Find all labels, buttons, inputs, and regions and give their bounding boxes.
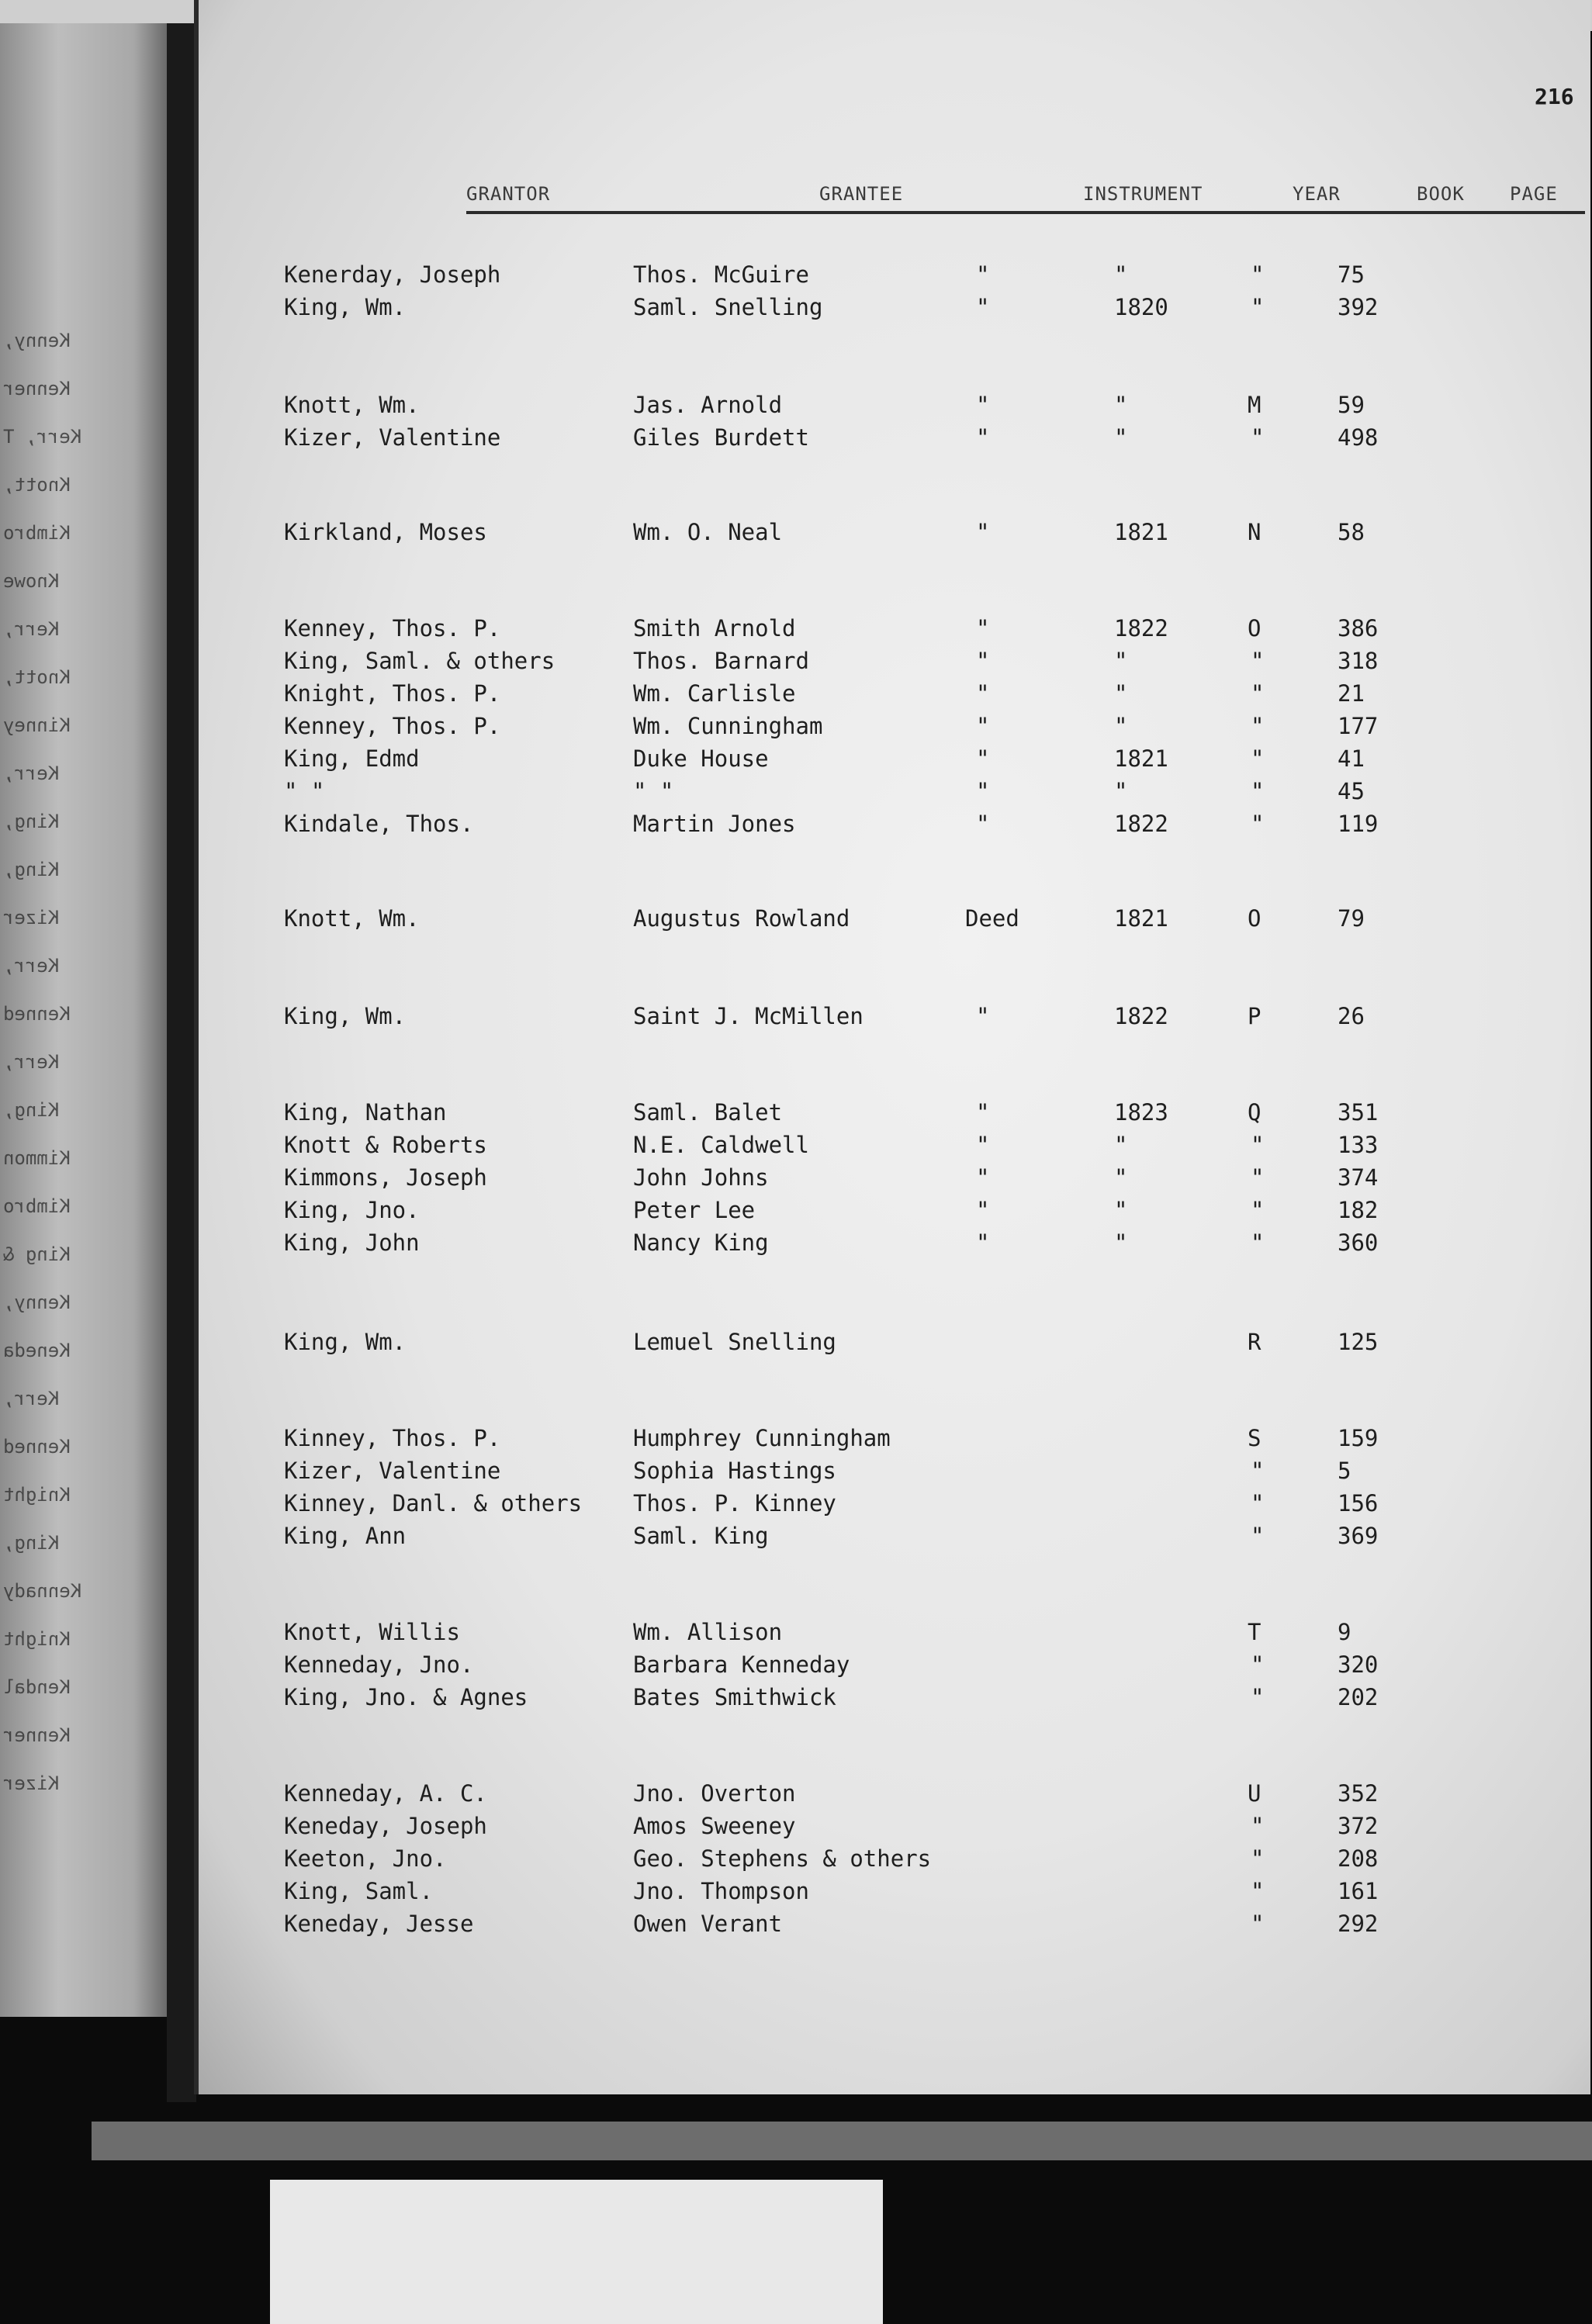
row-20-page: 125 <box>1338 1329 1379 1355</box>
row-26-grantor: Kenneday, Jno. <box>284 1651 474 1678</box>
row-31-page: 161 <box>1338 1878 1379 1904</box>
row-28-grantor: Kenneday, A. C. <box>284 1780 487 1807</box>
row-7-instrument: " <box>976 648 990 674</box>
row-32-page: 292 <box>1338 1911 1379 1937</box>
row-28-page: 352 <box>1338 1780 1379 1807</box>
row-15-year: 1823 <box>1114 1099 1168 1126</box>
row-14-grantor: King, Wm. <box>284 1003 407 1029</box>
row-3-grantee: Jas. Arnold <box>633 392 783 418</box>
adjacent-page-fragment: Kenny, <box>3 1292 71 1313</box>
row-9-page: 177 <box>1338 713 1379 739</box>
row-1-instrument: " <box>976 261 990 288</box>
row-1-page: 75 <box>1338 261 1365 288</box>
row-11-grantee: " " <box>633 778 674 804</box>
row-27-grantee: Bates Smithwick <box>633 1684 836 1710</box>
row-15-grantee: Saml. Balet <box>633 1099 783 1126</box>
row-14-grantee: Saint J. McMillen <box>633 1003 863 1029</box>
row-3-book: M <box>1248 392 1261 418</box>
header-grantor: GRANTOR <box>466 183 551 205</box>
adjacent-page-fragment: Kimbro <box>3 522 71 544</box>
row-19-book: " <box>1251 1229 1265 1256</box>
row-18-instrument: " <box>976 1197 990 1223</box>
adjacent-page-fragment: Kerr, <box>3 955 60 977</box>
adjacent-page-bleed <box>0 23 167 2017</box>
row-23-book: " <box>1251 1490 1265 1516</box>
row-13-year: 1821 <box>1114 905 1168 932</box>
row-3-page: 59 <box>1338 392 1365 418</box>
row-13-instrument: Deed <box>965 905 1019 932</box>
row-10-instrument: " <box>976 745 990 772</box>
adjacent-page-fragment: Knott, <box>3 666 71 688</box>
row-11-year: " <box>1114 778 1128 804</box>
row-26-book: " <box>1251 1651 1265 1678</box>
adjacent-page-fragment: King, <box>3 811 60 832</box>
row-6-grantee: Smith Arnold <box>633 615 796 642</box>
row-3-grantor: Knott, Wm. <box>284 392 420 418</box>
adjacent-page-fragment: Kerr, <box>3 1388 60 1409</box>
row-2-year: 1820 <box>1114 294 1168 320</box>
row-19-year: " <box>1114 1229 1128 1256</box>
row-12-year: 1822 <box>1114 811 1168 837</box>
adjacent-page-fragment: Keneda <box>3 1340 71 1361</box>
row-5-page: 58 <box>1338 519 1365 545</box>
row-24-grantee: Saml. King <box>633 1523 769 1549</box>
row-6-page: 386 <box>1338 615 1379 642</box>
row-12-instrument: " <box>976 811 990 837</box>
row-2-book: " <box>1251 294 1265 320</box>
row-5-year: 1821 <box>1114 519 1168 545</box>
header-grantee: GRANTEE <box>819 183 904 205</box>
row-28-grantee: Jno. Overton <box>633 1780 796 1807</box>
adjacent-page-fragment: Kerr, <box>3 1051 60 1073</box>
row-21-grantee: Humphrey Cunningham <box>633 1425 891 1451</box>
row-25-grantee: Wm. Allison <box>633 1619 783 1645</box>
row-28-book: U <box>1248 1780 1261 1807</box>
header-year: YEAR <box>1293 183 1341 205</box>
row-26-grantee: Barbara Kenneday <box>633 1651 850 1678</box>
adjacent-page-fragment: Knott, <box>3 474 71 496</box>
row-4-grantor: Kizer, Valentine <box>284 424 501 451</box>
adjacent-page-fragment: Kimmon <box>3 1147 71 1169</box>
row-12-page: 119 <box>1338 811 1379 837</box>
row-20-grantor: King, Wm. <box>284 1329 407 1355</box>
row-9-grantee: Wm. Cunningham <box>633 713 823 739</box>
adjacent-page-fragment: Kenny, <box>3 330 71 351</box>
row-8-instrument: " <box>976 680 990 707</box>
row-2-page: 392 <box>1338 294 1379 320</box>
row-21-book: S <box>1248 1425 1261 1451</box>
header-instrument: INSTRUMENT <box>1083 183 1203 205</box>
row-13-book: O <box>1248 905 1261 932</box>
row-12-book: " <box>1251 811 1265 837</box>
row-17-page: 374 <box>1338 1164 1379 1191</box>
row-16-book: " <box>1251 1132 1265 1158</box>
row-12-grantee: Martin Jones <box>633 811 796 837</box>
row-9-book: " <box>1251 713 1265 739</box>
row-31-grantor: King, Saml. <box>284 1878 434 1904</box>
adjacent-page-fragment: Kizer <box>3 907 60 929</box>
adjacent-page-fragment: Kizer <box>3 1772 60 1794</box>
row-8-year: " <box>1114 680 1128 707</box>
row-19-grantee: Nancy King <box>633 1229 769 1256</box>
row-15-instrument: " <box>976 1099 990 1126</box>
row-16-instrument: " <box>976 1132 990 1158</box>
row-15-grantor: King, Nathan <box>284 1099 447 1126</box>
row-17-book: " <box>1251 1164 1265 1191</box>
row-5-instrument: " <box>976 519 990 545</box>
row-25-grantor: Knott, Willis <box>284 1619 460 1645</box>
row-21-grantor: Kinney, Thos. P. <box>284 1425 501 1451</box>
row-23-page: 156 <box>1338 1490 1379 1516</box>
row-10-grantor: King, Edmd <box>284 745 420 772</box>
row-14-year: 1822 <box>1114 1003 1168 1029</box>
row-4-year: " <box>1114 424 1128 451</box>
row-14-page: 26 <box>1338 1003 1365 1029</box>
row-1-year: " <box>1114 261 1128 288</box>
row-23-grantee: Thos. P. Kinney <box>633 1490 836 1516</box>
row-32-grantor: Keneday, Jesse <box>284 1911 474 1937</box>
row-16-year: " <box>1114 1132 1128 1158</box>
row-31-grantee: Jno. Thompson <box>633 1878 809 1904</box>
row-18-year: " <box>1114 1197 1128 1223</box>
adjacent-page-fragment: Knight <box>3 1484 71 1506</box>
row-19-page: 360 <box>1338 1229 1379 1256</box>
adjacent-page-fragment: King & <box>3 1243 71 1265</box>
row-32-book: " <box>1251 1911 1265 1937</box>
row-20-book: R <box>1248 1329 1261 1355</box>
ledger-page <box>194 0 1590 2094</box>
adjacent-page-fragment: Kerr, <box>3 618 60 640</box>
row-6-instrument: " <box>976 615 990 642</box>
row-2-grantee: Saml. Snelling <box>633 294 823 320</box>
row-1-grantee: Thos. McGuire <box>633 261 809 288</box>
header-rule <box>466 211 1585 214</box>
row-27-grantor: King, Jno. & Agnes <box>284 1684 528 1710</box>
adjacent-page-fragment: Kerr, <box>3 763 60 784</box>
row-7-grantor: King, Saml. & others <box>284 648 555 674</box>
row-11-instrument: " <box>976 778 990 804</box>
row-11-page: 45 <box>1338 778 1365 804</box>
adjacent-page-fragment: Kinney <box>3 714 71 736</box>
row-7-grantee: Thos. Barnard <box>633 648 809 674</box>
binder-rail <box>167 23 196 2102</box>
row-7-year: " <box>1114 648 1128 674</box>
row-8-grantee: Wm. Carlisle <box>633 680 796 707</box>
row-19-grantor: King, John <box>284 1229 420 1256</box>
row-24-page: 369 <box>1338 1523 1379 1549</box>
adjacent-page-fragment: Kerr, T <box>3 426 82 448</box>
header-book: BOOK <box>1417 183 1465 205</box>
row-9-year: " <box>1114 713 1128 739</box>
row-16-grantor: Knott & Roberts <box>284 1132 487 1158</box>
row-20-grantee: Lemuel Snelling <box>633 1329 836 1355</box>
adjacent-page-fragment: Kenner <box>3 1724 71 1746</box>
row-4-page: 498 <box>1338 424 1379 451</box>
adjacent-page-fragment: Kennady <box>3 1580 82 1602</box>
row-2-grantor: King, Wm. <box>284 294 407 320</box>
row-6-year: 1822 <box>1114 615 1168 642</box>
row-22-grantor: Kizer, Valentine <box>284 1458 501 1484</box>
row-29-book: " <box>1251 1813 1265 1839</box>
row-1-book: " <box>1251 261 1265 288</box>
row-30-book: " <box>1251 1845 1265 1872</box>
adjacent-page-fragment: Kenned <box>3 1003 71 1025</box>
row-24-grantor: King, Ann <box>284 1523 407 1549</box>
row-23-grantor: Kinney, Danl. & others <box>284 1490 583 1516</box>
row-24-book: " <box>1251 1523 1265 1549</box>
row-31-book: " <box>1251 1878 1265 1904</box>
row-22-page: 5 <box>1338 1458 1351 1484</box>
adjacent-page-fragment: Kenner <box>3 378 71 399</box>
row-22-book: " <box>1251 1458 1265 1484</box>
row-11-book: " <box>1251 778 1265 804</box>
adjacent-page-fragment: Kimbro <box>3 1195 71 1217</box>
row-30-page: 208 <box>1338 1845 1379 1872</box>
row-19-instrument: " <box>976 1229 990 1256</box>
adjacent-page-fragment: King, <box>3 1532 60 1554</box>
row-6-book: O <box>1248 615 1261 642</box>
row-8-grantor: Knight, Thos. P. <box>284 680 501 707</box>
row-15-page: 351 <box>1338 1099 1379 1126</box>
row-25-page: 9 <box>1338 1619 1351 1645</box>
row-17-year: " <box>1114 1164 1128 1191</box>
row-22-grantee: Sophia Hastings <box>633 1458 836 1484</box>
row-10-page: 41 <box>1338 745 1365 772</box>
row-13-grantee: Augustus Rowland <box>633 905 850 932</box>
row-10-grantee: Duke House <box>633 745 769 772</box>
row-29-grantor: Keneday, Joseph <box>284 1813 487 1839</box>
row-18-page: 182 <box>1338 1197 1379 1223</box>
row-14-book: P <box>1248 1003 1261 1029</box>
row-2-instrument: " <box>976 294 990 320</box>
row-9-grantor: Kenney, Thos. P. <box>284 713 501 739</box>
row-10-year: 1821 <box>1114 745 1168 772</box>
adjacent-page-fragment: Kenned <box>3 1436 71 1458</box>
row-27-page: 202 <box>1338 1684 1379 1710</box>
row-5-grantee: Wm. O. Neal <box>633 519 783 545</box>
row-13-page: 79 <box>1338 905 1365 932</box>
row-9-instrument: " <box>976 713 990 739</box>
adjacent-page-fragment: Kendal <box>3 1676 71 1698</box>
row-18-book: " <box>1251 1197 1265 1223</box>
row-4-instrument: " <box>976 424 990 451</box>
row-10-book: " <box>1251 745 1265 772</box>
row-1-grantor: Kenerday, Joseph <box>284 261 501 288</box>
row-29-page: 372 <box>1338 1813 1379 1839</box>
row-6-grantor: Kenney, Thos. P. <box>284 615 501 642</box>
page-number: 216 <box>1535 84 1574 109</box>
adjacent-page-fragment: Knight <box>3 1628 71 1650</box>
row-7-page: 318 <box>1338 648 1379 674</box>
row-15-book: Q <box>1248 1099 1261 1126</box>
row-5-grantor: Kirkland, Moses <box>284 519 487 545</box>
row-4-grantee: Giles Burdett <box>633 424 809 451</box>
row-16-page: 133 <box>1338 1132 1379 1158</box>
row-16-grantee: N.E. Caldwell <box>633 1132 809 1158</box>
row-7-book: " <box>1251 648 1265 674</box>
row-21-page: 159 <box>1338 1425 1379 1451</box>
row-26-page: 320 <box>1338 1651 1379 1678</box>
bottom-film-bar <box>92 2122 1592 2160</box>
row-32-grantee: Owen Verant <box>633 1911 783 1937</box>
row-29-grantee: Amos Sweeney <box>633 1813 796 1839</box>
row-4-book: " <box>1251 424 1265 451</box>
row-11-grantor: " " <box>284 778 325 804</box>
row-18-grantee: Peter Lee <box>633 1197 756 1223</box>
adjacent-page-fragment: King, <box>3 1099 60 1121</box>
row-17-grantor: Kimmons, Joseph <box>284 1164 487 1191</box>
row-25-book: T <box>1248 1619 1261 1645</box>
row-8-page: 21 <box>1338 680 1365 707</box>
row-14-instrument: " <box>976 1003 990 1029</box>
row-30-grantor: Keeton, Jno. <box>284 1845 447 1872</box>
header-page: PAGE <box>1510 183 1558 205</box>
row-13-grantor: Knott, Wm. <box>284 905 420 932</box>
adjacent-page-fragment: Knowe <box>3 570 60 592</box>
row-27-book: " <box>1251 1684 1265 1710</box>
row-5-book: N <box>1248 519 1261 545</box>
row-3-instrument: " <box>976 392 990 418</box>
row-8-book: " <box>1251 680 1265 707</box>
row-12-grantor: Kindale, Thos. <box>284 811 474 837</box>
bottom-film-block <box>270 2180 883 2324</box>
row-3-year: " <box>1114 392 1128 418</box>
row-18-grantor: King, Jno. <box>284 1197 420 1223</box>
adjacent-page-fragment: King, <box>3 859 60 880</box>
row-17-instrument: " <box>976 1164 990 1191</box>
row-30-grantee: Geo. Stephens & others <box>633 1845 932 1872</box>
row-17-grantee: John Johns <box>633 1164 769 1191</box>
